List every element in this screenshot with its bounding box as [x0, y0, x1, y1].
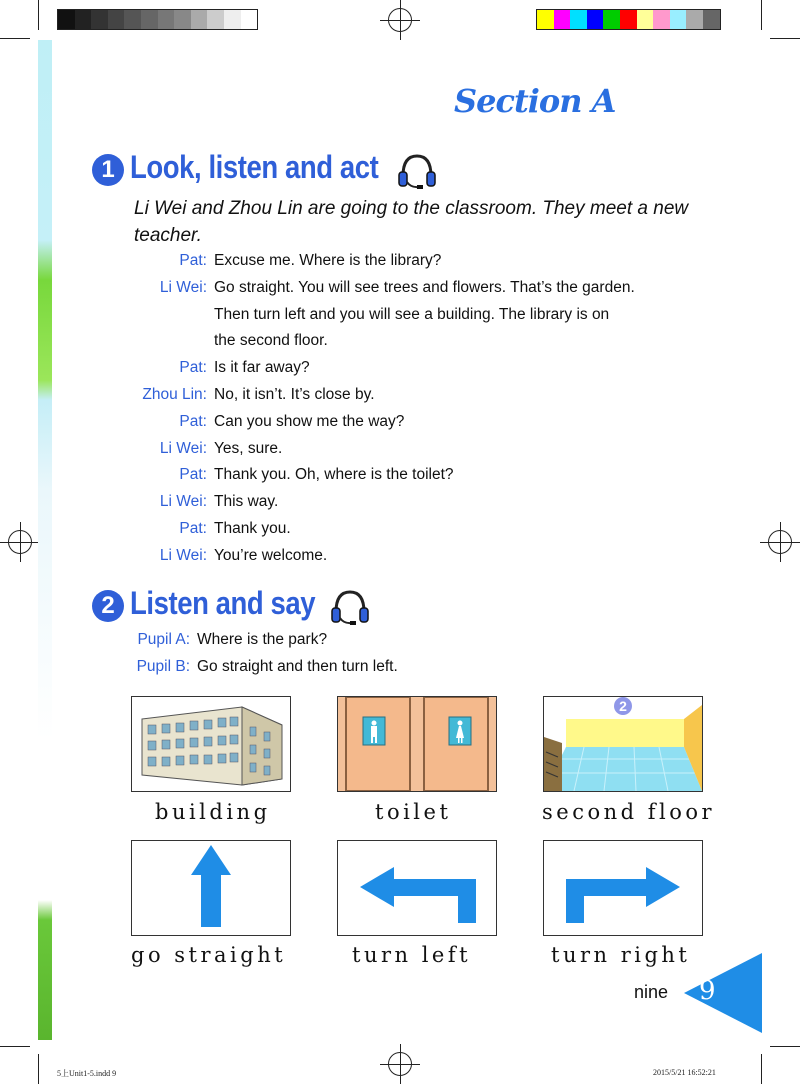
building-picture — [131, 696, 291, 792]
caption-turn-left: turn left — [352, 943, 472, 967]
footer-timestamp: 2015/5/21 16:52:21 — [653, 1068, 716, 1077]
exercise-number-1: 1 — [92, 154, 124, 186]
crop-mark — [38, 0, 39, 30]
speaker: Li Wei: — [159, 547, 207, 564]
page-number: 9 — [699, 976, 716, 1006]
pupil-dialogue — [0, 627, 800, 683]
speaker: Li Wei: — [159, 440, 207, 457]
dialogue-line — [0, 409, 800, 436]
speaker: Pat: — [179, 252, 207, 269]
line-text: No, it isn’t. It’s close by. — [214, 386, 375, 403]
line-text: Can you show me the way? — [214, 413, 405, 430]
crop-mark — [761, 0, 762, 30]
turn-right-picture — [543, 840, 703, 936]
speaker: Pat: — [179, 413, 207, 430]
toilet-doors-icon — [338, 697, 496, 791]
arrow-left-icon — [338, 841, 496, 935]
grayscale-calibration-bar — [57, 9, 258, 30]
dialogue-line — [0, 382, 800, 409]
dialogue-line — [0, 489, 800, 516]
page-tab — [684, 953, 762, 1033]
line-text: Yes, sure. — [214, 440, 283, 457]
dialogue-line — [0, 248, 800, 275]
speaker: Pupil B: — [136, 658, 190, 675]
crop-mark — [761, 1054, 762, 1084]
dialogue-line — [0, 627, 800, 654]
speaker: Pupil A: — [137, 631, 190, 648]
line-text: Go straight. You will see trees and flowers. That’s the garden. — [214, 279, 635, 296]
part2-heading: Listen and say — [130, 585, 316, 621]
line-text: Go straight and then turn left. — [197, 658, 398, 675]
part1-heading: Look, listen and act — [130, 149, 379, 185]
line-text: Then turn left and you will see a building. The library is on — [214, 306, 610, 323]
registration-mark-icon — [388, 8, 412, 32]
caption-second-floor: second floor — [542, 800, 716, 824]
intro-text: Li Wei and Zhou Lin are going to the classroom. They meet a new teacher. — [134, 198, 689, 246]
dialogue-line — [0, 516, 800, 543]
dialogue-line — [0, 543, 800, 570]
caption-building: building — [155, 800, 271, 824]
floor-badge: 2 — [619, 698, 627, 714]
dialogue-line — [0, 355, 800, 382]
page-number-word: nine — [634, 982, 669, 1002]
dialogue-line — [0, 462, 800, 489]
dialogue-line — [0, 328, 800, 355]
headphones-icon[interactable] — [330, 588, 370, 626]
line-text: the second floor. — [214, 332, 328, 349]
speaker: Pat: — [179, 520, 207, 537]
line-text: Where is the park? — [197, 631, 328, 648]
caption-toilet: toilet — [375, 800, 452, 824]
turn-left-picture — [337, 840, 497, 936]
speaker: Pat: — [179, 466, 207, 483]
arrow-right-icon — [544, 841, 702, 935]
section-title: Section A — [454, 82, 616, 120]
registration-mark-icon — [388, 1052, 412, 1076]
speaker: Zhou Lin: — [142, 386, 207, 403]
dialogue — [0, 248, 800, 578]
crop-mark — [38, 1054, 39, 1084]
line-text: This way. — [214, 493, 279, 510]
footer-filename: 5上Unit1-5.indd 9 — [57, 1069, 117, 1078]
crop-mark — [0, 1046, 30, 1047]
building-icon — [132, 697, 290, 791]
go-straight-picture — [131, 840, 291, 936]
line-text: Excuse me. Where is the library? — [214, 252, 442, 269]
second-floor-picture — [543, 696, 703, 792]
crop-mark — [770, 1046, 800, 1047]
exercise-number-2: 2 — [92, 590, 124, 622]
toilet-picture — [337, 696, 497, 792]
color-calibration-bar — [536, 9, 721, 30]
headphones-icon[interactable] — [397, 152, 437, 190]
line-text: Thank you. — [214, 520, 291, 537]
dialogue-line — [0, 302, 800, 329]
crop-mark — [770, 38, 800, 39]
floor-icon — [544, 697, 702, 791]
caption-turn-right: turn right — [551, 943, 691, 967]
speaker: Li Wei: — [159, 493, 207, 510]
crop-mark — [0, 38, 30, 39]
line-text: You’re welcome. — [214, 547, 328, 564]
dialogue-line — [0, 436, 800, 463]
caption-go-straight: go straight — [131, 943, 287, 967]
line-text: Thank you. Oh, where is the toilet? — [214, 466, 454, 483]
line-text: Is it far away? — [214, 359, 310, 376]
speaker: Li Wei: — [159, 279, 207, 296]
dialogue-line — [0, 275, 800, 302]
dialogue-line — [0, 654, 800, 681]
arrow-up-icon — [132, 841, 290, 935]
speaker: Pat: — [179, 359, 207, 376]
